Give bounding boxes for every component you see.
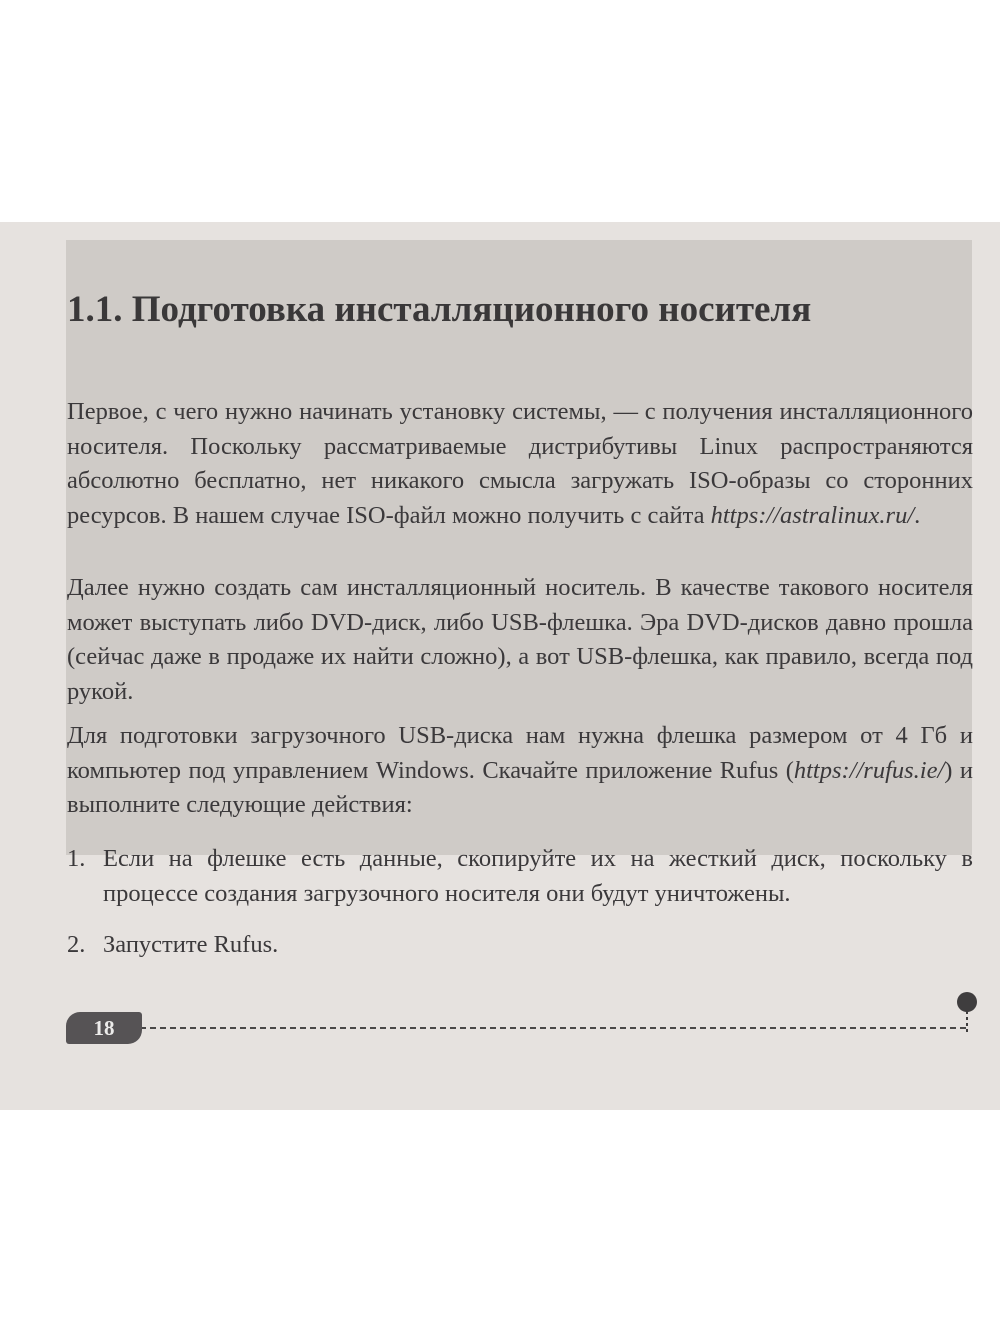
book-page — [0, 222, 1000, 1110]
steps-list — [67, 842, 973, 911]
section-heading: 1.1. Подготовка инсталляционного носителя — [67, 289, 812, 330]
rufus-link[interactable]: https://rufus.ie/ — [793, 756, 945, 784]
paragraph-1 — [67, 395, 973, 533]
pin-icon — [955, 991, 979, 1035]
paragraph-3 — [67, 719, 973, 823]
list-item — [67, 842, 973, 911]
list-item-text: Запустите Rufus. — [103, 931, 279, 958]
list-item-text: Если на флешке есть данные, скопируйте их на жесткий диск, поскольку в процессе создания загрузочного носителя они будут уничтожены. — [103, 845, 973, 907]
paragraph-1-end: . — [914, 501, 921, 529]
paragraph-3-text-before: Для подготовки загрузочного USB-диска нам нужна флешка размером от 4 Гб и компьютер под управлением Windows. Скачайте приложение Rufus ( — [67, 722, 973, 784]
paragraph-1-text: Первое, с чего нужно начинать установку системы, — с получения инсталляционного носителя. Поскольку рассматриваемые дистрибутивы Linux распространяются абсолютно бесплатно, нет никакого смысла загружать ISO-образы со сторонних ресурсов. В нашем случае ISO-файл можно получить с сайта — [67, 398, 973, 529]
list-item-number: 1. — [67, 845, 86, 872]
paragraph-2: Далее нужно создать сам инсталляционный носитель. В качестве такового носителя может выступать либо DVD-диск, либо USB-флешка. Эра DVD-дисков давно прошла (сейчас даже в продаже их найти сложно), а вот USB-флешка, как правило, всегда под рукой. — [67, 574, 973, 705]
page-number-badge: 18 — [66, 1012, 142, 1044]
paragraph-3-text-after: ) и выполните следующие действия: — [67, 756, 973, 818]
footer-dashed-rule — [140, 1027, 966, 1029]
list-item — [67, 928, 973, 963]
astralinux-link[interactable]: https://astralinux.ru/ — [710, 501, 915, 529]
list-item-number: 2. — [67, 931, 86, 958]
steps-list-continued — [67, 928, 973, 963]
